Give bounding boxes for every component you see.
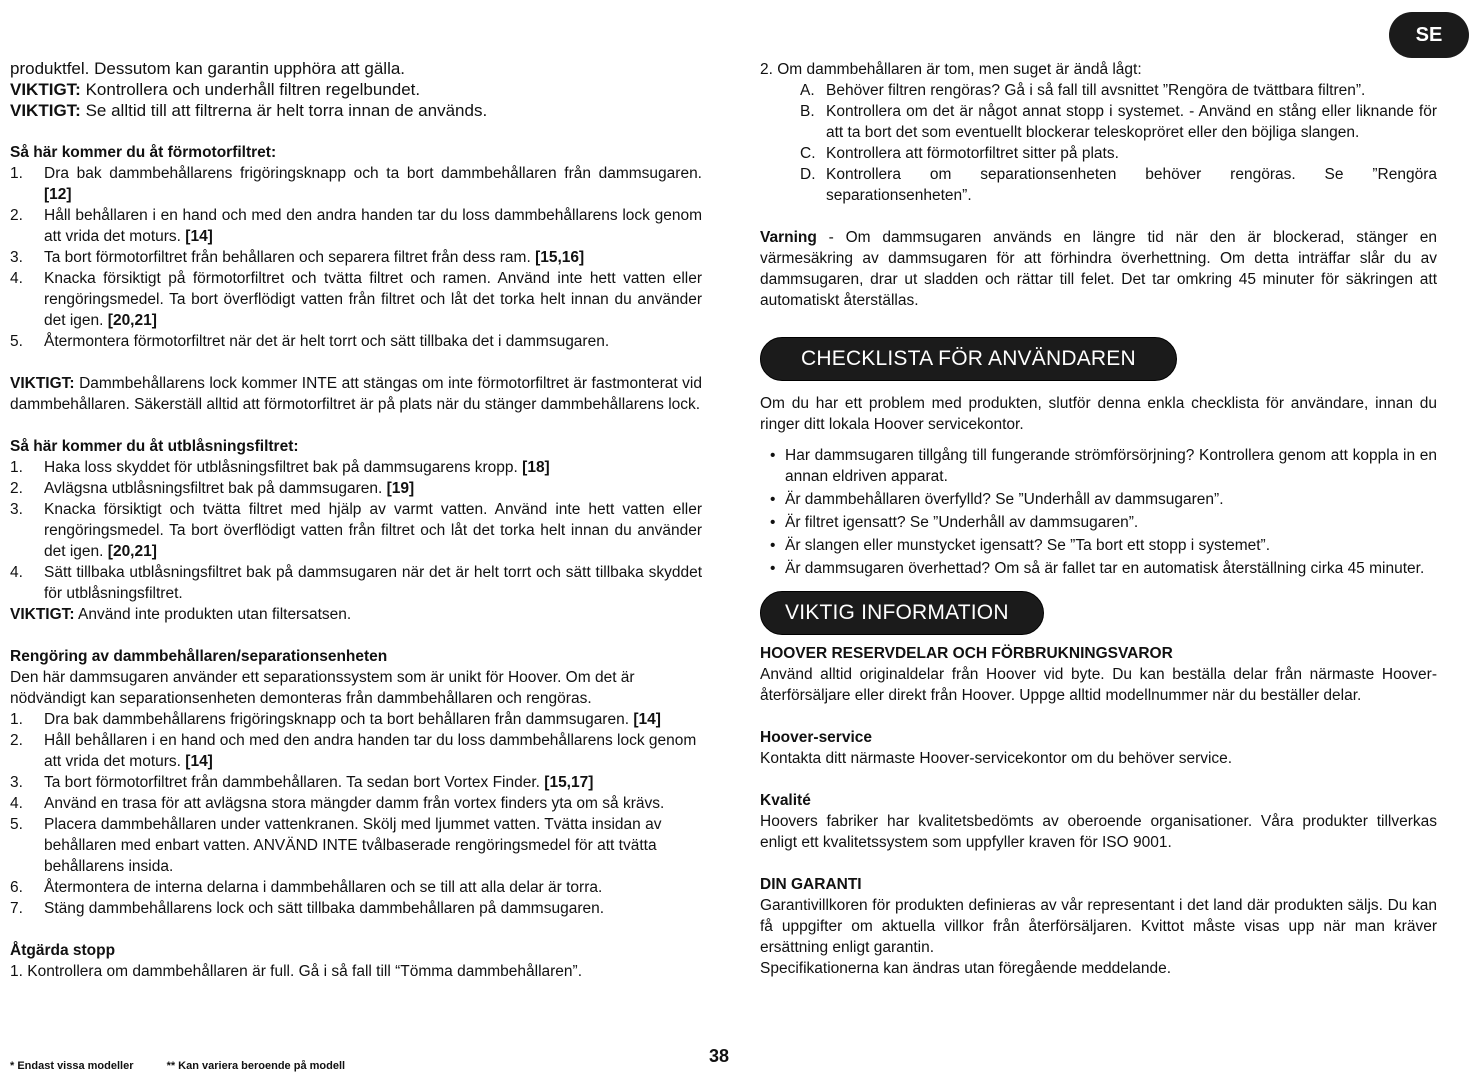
list-item: B. Kontrollera om det är något annat stopp i systemet. - Använd en stång eller liknande för att ta bort det som eventuellt blockerar teleskopröret eller den böjliga slangen. xyxy=(800,103,1437,141)
premotor-heading: Så här kommer du åt förmotorfiltret: xyxy=(10,144,277,161)
list-item: • Har dammsugaren tillgång till fungerande strömförsörjning? Kontrollera genom att koppla in en annan eldriven apparat. xyxy=(770,447,1437,485)
blockage-step-1: 1. Kontrollera om dammbehållaren är full. Gå i så fall till “Tömma dammbehållaren”. xyxy=(10,963,583,980)
list-item: 1. Haka loss skyddet för utblåsningsfiltret bak på dammsugarens kropp. [18] xyxy=(10,459,550,476)
blockage-substeps xyxy=(760,80,1437,206)
overheat-warning: Varning - Om dammsugaren används en längre tid när den är blockerad, stänger en värmesäkring av dammsugaren för att förhindra överhettning. Om detta inträffar slår du av dammsugaren, drar ut sladden och rättar till felet. Det tar omkring 45 minuter för säkringen att automatiskt återställas. xyxy=(760,229,1437,309)
warranty-text: Garantivillkoren för produkten definieras av vår representant i det land där produkten säljs. Du kan få uppgifter om aktuella villkor från återförsäljaren. Kvittot måste visas upp när man kräver ersättning enligt garantin. xyxy=(760,897,1437,956)
blockage-step-2: 2. Om dammbehållaren är tom, men suget är ändå lågt: xyxy=(760,61,1142,78)
list-item: 2. Håll behållaren i en hand och med den andra handen tar du loss dammbehållarens lock genom att vrida det moturs. [14] xyxy=(10,732,697,770)
checklist-banner: CHECKLISTA FÖR ANVÄNDAREN xyxy=(760,337,1177,381)
parts-heading: HOOVER RESERVDELAR OCH FÖRBRUKNINGSVAROR xyxy=(760,645,1173,662)
list-item: • Är filtret igensatt? Se ”Underhåll av dammsugaren”. xyxy=(770,514,1139,531)
left-column xyxy=(10,58,702,982)
parts-text: Använd alltid originaldelar från Hoover vid byte. Du kan beställa delar från närmaste Hoover-återförsäljare eller direkt från Hoover. Uppge alltid modellnummer när du beställer delar. xyxy=(760,666,1437,704)
cleaning-intro: Den här dammsugaren använder ett separationssystem som är unikt för Hoover. Om det är nödvändigt kan separationsenheten demonteras från dammbehållaren och rengöras. xyxy=(10,669,635,707)
list-item: A. Behöver filtren rengöras? Gå i så fall till avsnittet ”Rengöra de tvättbara filtren”. xyxy=(800,82,1366,99)
cleaning-heading: Rengöring av dammbehållaren/separationsenheten xyxy=(10,648,388,665)
intro-text: produktfel. Dessutom kan garantin upphöra att gälla. xyxy=(10,59,406,78)
page-number: 38 xyxy=(709,1046,730,1066)
premotor-steps xyxy=(10,163,702,352)
note-1: VIKTIGT: Kontrollera och underhåll filtren regelbundet. xyxy=(10,80,421,99)
list-item: 5. Återmontera förmotorfiltret när det är helt torrt och sätt tillbaka det i dammsugaren. xyxy=(10,333,610,350)
list-item: • Är dammbehållaren överfylld? Se ”Underhåll av dammsugaren”. xyxy=(770,491,1224,508)
list-item: 1. Dra bak dammbehållarens frigöringsknapp och ta bort dammbehållaren från dammsugaren. [12] xyxy=(10,165,702,203)
quality-text: Hoovers fabriker har kvalitetsbedömts av oberoende organisationer. Våra produkter tillverkas enligt ett kvalitetssystem som uppfyller kraven för ISO 9001. xyxy=(760,813,1437,851)
exhaust-heading: Så här kommer du åt utblåsningsfiltret: xyxy=(10,438,299,455)
list-item: 2. Håll behållaren i en hand och med den andra handen tar du loss dammbehållarens lock genom att vrida det moturs. [14] xyxy=(10,207,702,245)
exhaust-note: VIKTIGT: Använd inte produkten utan filtersatsen. xyxy=(10,606,352,623)
exhaust-steps xyxy=(10,457,702,604)
list-item: • Är slangen eller munstycket igensatt? Se ”Ta bort ett stopp i systemet”. xyxy=(770,537,1271,554)
list-item: 1. Dra bak dammbehållarens frigöringsknapp och ta bort behållaren från dammsugaren. [14] xyxy=(10,711,661,728)
list-item: 5. Placera dammbehållaren under vattenkranen. Skölj med ljummet vatten. Tvätta insidan av behållaren med enbart vatten. ANVÄND INTE tvålbaserade rengöringsmedel för att tvätta behållarens insida. xyxy=(10,816,662,875)
list-item: • Är dammsugaren överhettad? Om så är fallet tar en automatisk återställning cirka 45 minuter. xyxy=(770,560,1425,577)
warranty-heading: DIN GARANTI xyxy=(760,876,862,893)
list-item: 4. Använd en trasa för att avlägsna stora mängder damm från vortex finders yta om så krävs. xyxy=(10,795,665,812)
list-item: 6. Återmontera de interna delarna i dammbehållaren och se till att alla delar är torra. xyxy=(10,879,603,896)
list-item: 2. Avlägsna utblåsningsfiltret bak på dammsugaren. [19] xyxy=(10,480,415,497)
service-heading: Hoover-service xyxy=(760,729,873,746)
list-item: 4. Knacka försiktigt på förmotorfiltret och tvätta filtret och ramen. Använd inte hett vatten eller rengöringsmedel. Ta bort överflödigt vatten från filtret och låt det torka helt innan du använder det igen. [20,21] xyxy=(10,270,702,329)
info-banner: VIKTIG INFORMATION xyxy=(760,591,1044,635)
cleaning-steps xyxy=(10,709,702,919)
blockage-heading: Åtgärda stopp xyxy=(10,942,116,959)
warranty-note: Specifikationerna kan ändras utan föregående meddelande. xyxy=(760,960,1172,977)
footnote-2: ** Kan variera beroende på modell xyxy=(166,1060,346,1072)
note-2: VIKTIGT: Se alltid till att filtrerna är helt torra innan de används. xyxy=(10,101,488,120)
quality-heading: Kvalité xyxy=(760,792,811,809)
list-item: 7. Stäng dammbehållarens lock och sätt tillbaka dammbehållaren på dammsugaren. xyxy=(10,900,605,917)
right-column xyxy=(760,59,1437,979)
list-item: 4. Sätt tillbaka utblåsningsfiltret bak på dammsugaren när det är helt torrt och sätt tillbaka skyddet för utblåsningsfiltret. xyxy=(10,564,702,602)
service-text: Kontakta ditt närmaste Hoover-servicekontor om du behöver service. xyxy=(760,750,1233,767)
list-item: 3. Ta bort förmotorfiltret från dammbehållaren. Ta sedan bort Vortex Finder. [15,17] xyxy=(10,774,594,791)
premotor-warning: VIKTIGT: Dammbehållarens lock kommer INTE att stängas om inte förmotorfiltret är fastmonterat vid dammbehållaren. Säkerställ alltid att förmotorfiltret är på plats när du stänger dammbehållarens lock. xyxy=(10,375,702,413)
list-item: C. Kontrollera att förmotorfiltret sitter på plats. xyxy=(800,145,1119,162)
language-badge: SE xyxy=(1389,12,1469,58)
checklist-intro: Om du har ett problem med produkten, slutför denna enkla checklista för användare, innan du ringer ditt lokala Hoover servicekontor. xyxy=(760,395,1437,433)
list-item: D. Kontrollera om separationsenheten behöver rengöras. Se ”Rengöra separationsenheten”. xyxy=(800,166,1437,204)
checklist-items xyxy=(760,445,1437,579)
list-item: 3. Knacka försiktigt och tvätta filtret med hjälp av varmt vatten. Använd inte hett vatten eller rengöringsmedel. Ta bort överflödigt vatten från filtret och låt det torka helt innan du använder det igen. [20,21] xyxy=(10,501,702,560)
footnotes xyxy=(10,1056,375,1077)
footnote-1: * Endast vissa modeller xyxy=(10,1060,134,1072)
list-item: 3. Ta bort förmotorfiltret från behållaren och separera filtret från dess ram. [15,16] xyxy=(10,249,585,266)
